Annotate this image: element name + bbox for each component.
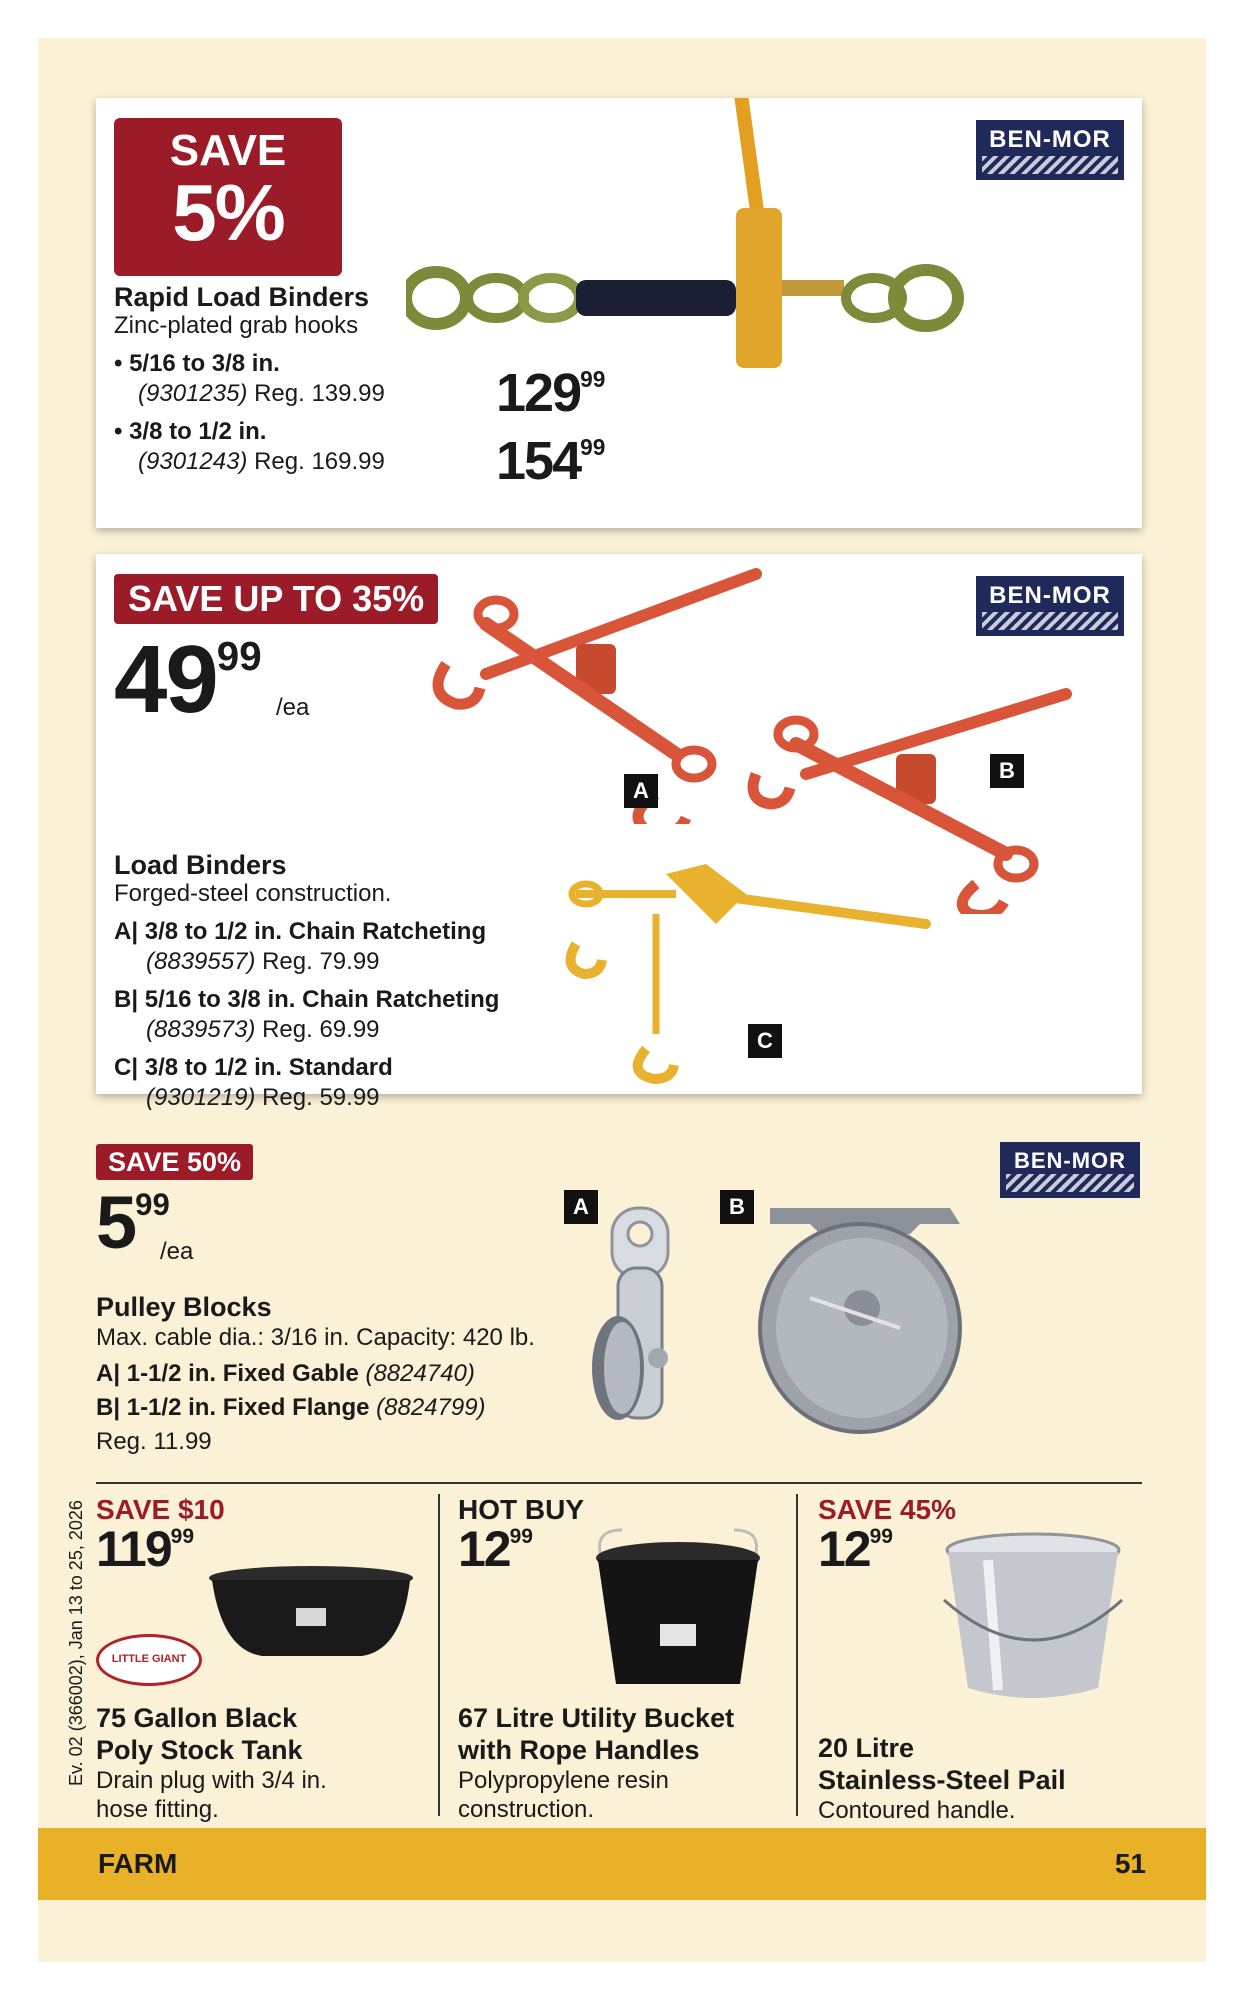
- stock-tank-image: [206, 1564, 416, 1664]
- load-binder-price: $49^{99}$: [114, 626, 262, 733]
- logo-text: LITTLE GIANT: [111, 1653, 187, 1665]
- column-divider-2: [796, 1494, 798, 1816]
- product-description: Polypropylene resin construction.: [458, 1767, 669, 1823]
- image-label-a: A: [564, 1190, 598, 1224]
- pulley-a-image: [578, 1198, 708, 1428]
- brand-stripes: [982, 156, 1118, 174]
- option-2-size: • 3/8 to 1/2 in.: [114, 418, 267, 445]
- product-description: Contoured handle.: [818, 1797, 1016, 1824]
- option-2-reg: Reg. 169.99: [254, 448, 385, 475]
- pail-price: $12^{99}$: [818, 1521, 893, 1577]
- edition-text: Ev. 02 (366002), Jan 13 to 25, 2026: [66, 1500, 86, 1786]
- save-45-tag: SAVE 45%: [818, 1494, 956, 1525]
- utility-bucket-price: $12^{99}$: [458, 1521, 533, 1577]
- column-divider-1: [438, 1494, 440, 1816]
- rapid-load-binder-image: [406, 98, 966, 398]
- option-a: A| 3/8 to 1/2 in. Chain Ratcheting: [114, 918, 487, 945]
- option-1-price: $129^{99}$: [496, 363, 606, 423]
- product-subtitle: Forged-steel construction.: [114, 880, 392, 907]
- image-label-b: B: [720, 1190, 754, 1224]
- product-title: 67 Litre Utility Bucket with Rope Handles: [458, 1703, 735, 1765]
- product-subtitle: Max. cable dia.: 3/16 in. Capacity: 420 lb.: [96, 1324, 535, 1351]
- badge-line-2: 5%: [172, 168, 284, 257]
- save-5-badge: [114, 118, 342, 276]
- stainless-pail-image: [938, 1530, 1128, 1710]
- brand-stripes: [982, 612, 1118, 630]
- stainless-pail-product[interactable]: [818, 1494, 1148, 1824]
- image-label-b: B: [990, 754, 1024, 788]
- image-label-a: A: [624, 774, 658, 808]
- save-50-badge: SAVE 50%: [96, 1144, 253, 1180]
- product-title: 75 Gallon Black Poly Stock Tank: [96, 1703, 303, 1765]
- badge-line-1: SAVE: [169, 126, 287, 175]
- option-c: C| 3/8 to 1/2 in. Standard: [114, 1054, 393, 1081]
- rapid-load-binders-card[interactable]: [96, 98, 1142, 528]
- utility-bucket-product[interactable]: [458, 1494, 788, 1823]
- ben-mor-logo: [1000, 1142, 1140, 1198]
- price-unit: /ea: [276, 694, 310, 721]
- option-1-meta: [138, 380, 385, 408]
- product-title: Rapid Load Binders: [114, 282, 370, 312]
- product-subtitle: Zinc-plated grab hooks: [114, 312, 359, 339]
- pulley-b-image: [750, 1188, 980, 1438]
- product-title: Pulley Blocks: [96, 1292, 272, 1322]
- page-footer: [38, 1828, 1206, 1900]
- brand-text: BEN-MOR: [989, 126, 1111, 153]
- stock-tank-product[interactable]: [96, 1494, 432, 1823]
- option-2-sku: (9301243): [138, 448, 248, 475]
- save-up-to-35-badge: SAVE UP TO 35%: [114, 574, 438, 624]
- brand-stripes: [1006, 1174, 1134, 1192]
- page-number: 51: [1114, 1848, 1146, 1879]
- brand-text: BEN-MOR: [1013, 1148, 1127, 1173]
- option-a-meta: (8839557) Reg. 79.99: [146, 948, 380, 975]
- option-1-reg: Reg. 139.99: [254, 380, 385, 407]
- utility-bucket-image: [588, 1524, 768, 1694]
- stock-tank-price: $119^{99}$: [96, 1521, 195, 1577]
- ben-mor-logo: [976, 576, 1124, 636]
- option-b: B| 1-1/2 in. Fixed Flange (8824799): [96, 1394, 486, 1421]
- flyer-page: [38, 38, 1206, 1962]
- product-title: Load Binders: [114, 850, 287, 880]
- save-10-tag: SAVE $10: [96, 1494, 225, 1525]
- little-giant-logo: [96, 1634, 202, 1686]
- option-b-meta: (8839573) Reg. 69.99: [146, 1016, 380, 1043]
- pulley-price: $5^{99}$: [96, 1181, 170, 1264]
- load-binder-a-image: [426, 564, 786, 824]
- image-label-c: C: [748, 1024, 782, 1058]
- option-a: A| 1-1/2 in. Fixed Gable (8824740): [96, 1360, 475, 1387]
- product-description: Drain plug with 3/4 in. hose fitting.: [96, 1767, 327, 1823]
- section-divider: [96, 1482, 1142, 1484]
- section-label: FARM: [98, 1848, 178, 1879]
- pulley-blocks-section[interactable]: [38, 1128, 1206, 1468]
- option-2-meta: [138, 448, 385, 476]
- hot-buy-tag: HOT BUY: [458, 1494, 584, 1525]
- product-title: 20 Litre Stainless-Steel Pail: [818, 1733, 1066, 1795]
- option-b: B| 5/16 to 3/8 in. Chain Ratcheting: [114, 986, 500, 1013]
- load-binders-card[interactable]: [96, 554, 1142, 1111]
- price-unit: /ea: [160, 1238, 194, 1265]
- option-2-price: $154^{99}$: [496, 431, 606, 491]
- load-binder-c-image: [556, 854, 936, 1094]
- option-1-size: • 5/16 to 3/8 in.: [114, 350, 280, 377]
- option-c-meta: (9301219) Reg. 59.99: [146, 1084, 380, 1111]
- option-1-sku: (9301235): [138, 380, 248, 407]
- brand-text: BEN-MOR: [989, 582, 1111, 609]
- ben-mor-logo: [976, 120, 1124, 180]
- pulley-reg-price: Reg. 11.99: [96, 1428, 212, 1455]
